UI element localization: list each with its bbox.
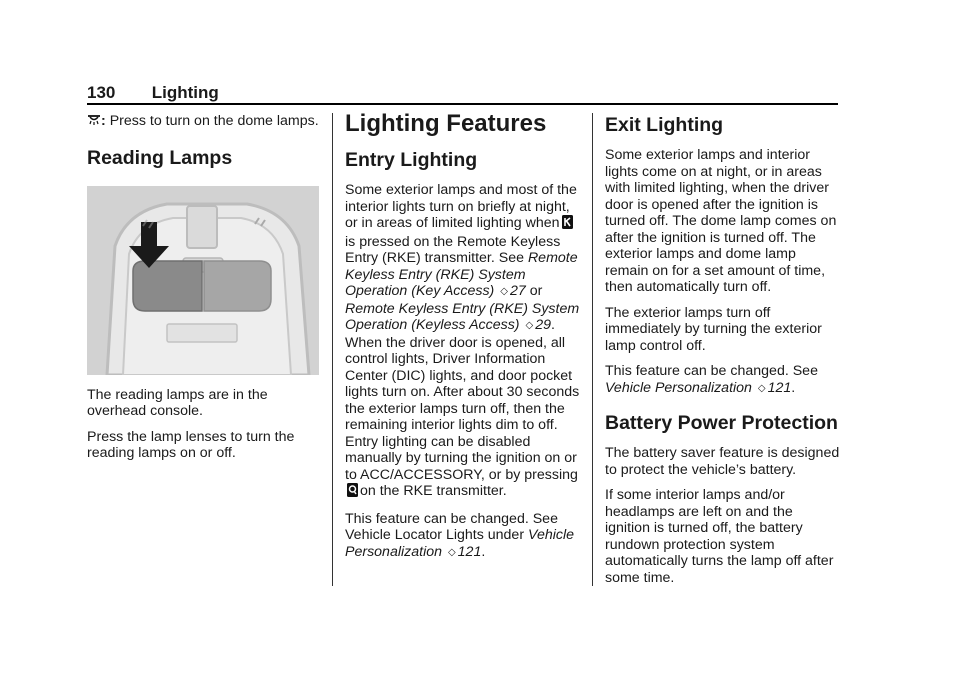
page-header [87,83,219,103]
lock-key-icon [347,483,358,502]
section-title: Lighting [151,83,219,102]
reading-paragraph-1: The reading lamps are in the overhead console. [87,386,268,419]
page-ref-29[interactable]: 29 [535,317,551,333]
header-rule [87,103,838,105]
column-2 [345,110,581,570]
dome-text: Press to turn on the dome lamps. [109,113,319,129]
vehicle-locator-lights: Vehicle Locator Lights [345,527,484,543]
exit-lighting-heading: Exit Lighting [605,114,724,136]
dome-lamp-paragraph [87,113,319,130]
battery-power-protection-heading: Battery Power Protection [605,412,838,434]
dome-label: : [101,113,106,129]
page-number: 130 [87,83,116,102]
rke-keyless-access-link[interactable]: Remote Keyless Entry (RKE) System Operation (Keyless Access) [345,300,580,333]
entry-text-or: or [529,283,543,299]
unlock-key-icon [562,215,573,234]
overhead-console-illustration [87,186,319,375]
rke-key-access-link[interactable]: Remote Keyless Entry (RKE) System Operation (Key Access) [345,250,578,299]
exit-paragraph-2: The exterior lamps turn off immediately by turning the exterior lamp control off. [605,304,822,354]
entry-p2-end: . [481,543,486,560]
battery-paragraph-2: If some interior lamps and/or headlamps are left on and the ignition is turned off, the battery rundown protection system automatically turns the lamp off after some time. [605,487,834,586]
page-ref-icon: ◇ [500,286,508,297]
vehicle-personalization-link[interactable]: Vehicle Personalization [345,527,575,560]
entry-p2-text-c: under [487,527,525,543]
page-ref-121[interactable]: 121 [457,543,482,560]
entry-text-c: . When the driver door is opened, all control lights, Driver Information Center (DIC) lights, and door pocket lights turn on. After about 30 seconds the exterior lamps turn off, then the remaining interior lights dim to off. Entry lighting can be disabled manually by turning the ignition on or to ACC/ACCESSORY, or by pressing [345,317,580,483]
page-ref-icon: ◇ [525,320,534,331]
entry-lighting-heading: Entry Lighting [345,149,478,171]
exit-p3-text: This feature can be changed. See [605,363,818,379]
exit-paragraph-3 [605,363,841,397]
exit-p3-end: . [791,379,796,396]
column-divider-1 [332,113,333,586]
page-ref-icon: ◇ [447,546,456,558]
lighting-features-title: Lighting Features [345,110,547,137]
overhead-console-figure [87,186,319,375]
page-ref-27[interactable]: 27 [509,283,526,299]
entry-paragraph-1 [345,182,581,502]
column-1 [87,113,319,471]
page-ref-icon: ◇ [757,382,766,394]
reading-lamps-heading: Reading Lamps [87,146,233,169]
battery-paragraph-1: The battery saver feature is designed to protect the vehicle’s battery. [605,445,840,478]
entry-paragraph-2 [345,511,581,562]
entry-text-b: is pressed on the Remote Keyless Entry (RKE) transmitter. See [345,233,561,266]
dome-lamp-icon [87,113,101,130]
vehicle-personalization-link[interactable]: Vehicle Personalization [605,379,752,396]
entry-text-d: on the RKE transmitter. [360,483,507,499]
exit-paragraph-1: Some exterior lamps and interior lights come on at night, or in areas with limited lighting, when the driver door is opened after the ignition is turned off. The dome lamp comes on after the ignition is turned off. The exterior lamps and dome lamp remain on for a set amount of time, then automatically turn off. [605,147,837,295]
column-3 [605,113,841,595]
page-ref-121[interactable]: 121 [767,379,792,396]
entry-text-a: Some exterior lamps and most of the interior lights turn on briefly at night, or in areas of limited lighting when [345,182,577,231]
entry-p2-text-a: This feature can be changed. See [345,510,558,527]
reading-paragraph-2: Press the lamp lenses to turn the reading lamps on or off. [87,428,295,461]
column-divider-2 [592,113,593,586]
